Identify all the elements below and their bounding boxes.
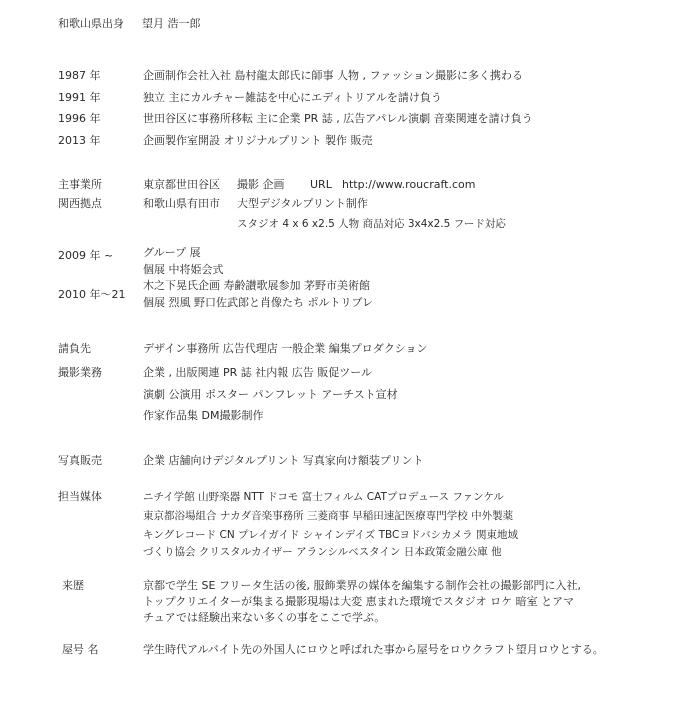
website-link[interactable]: http://www.roucraft.com xyxy=(342,178,476,191)
exhibition-year: 2010 年～21 xyxy=(58,288,126,301)
kansai-label: 関西拠点 xyxy=(58,197,102,210)
background-line: チュアでは経験出来ない多くの事をここで学ぶ。 xyxy=(143,611,386,624)
history-year: 1996 年 xyxy=(58,112,101,125)
services-line: 作家作品集 DM撮影制作 xyxy=(143,409,264,422)
background-line: トップクリエイターが集まる撮影現場は大変 恵まれた環境でスタジオ ロケ 暗室 とアマ xyxy=(143,595,575,608)
exhibition-text: グループ 展 xyxy=(143,246,201,259)
url-label: URL xyxy=(310,178,332,191)
main-office-detail: 撮影 企画 xyxy=(237,178,285,191)
trade-name-text: 学生時代アルバイト先の外国人にロウと呼ばれた事から屋号をロウクラフト望月ロウとする。 xyxy=(143,643,604,656)
media-line: 東京都浴場組合 ナカダ音楽事務所 三菱商事 早稲田速記医療専門学校 中外製薬 xyxy=(143,510,514,522)
media-line: ニチイ学館 山野楽器 NTT ドコモ 富士フィルム CATプロデュース ファンケル xyxy=(143,491,504,503)
exhibition-year: 2009 年 ~ xyxy=(58,249,114,262)
kansai-detail: 大型デジタルプリント制作 xyxy=(237,197,368,210)
services-line: 演劇 公演用 ポスター パンフレット アーチスト宣材 xyxy=(143,388,398,401)
clients-text: デザイン事務所 広告代理店 一般企業 編集プロダクション xyxy=(143,342,428,355)
media-line: づくり協会 クリスタルカイザー アランシルベスタイン 日本政策金融公庫 他 xyxy=(143,546,502,558)
exhibition-text: 木之下晃氏企画 寿齢讃歌展参加 茅野市美術館 xyxy=(143,279,370,292)
kansai-studio-detail: スタジオ 4 x 6 x2.5 人物 商品対応 3x4x2.5 フード対応 xyxy=(237,218,506,230)
history-text: 企画製作室開設 オリジナルプリント 製作 販売 xyxy=(143,134,373,147)
origin-text: 和歌山県出身 xyxy=(58,17,124,30)
media-line: キングレコード CN プレイガイド シャインデイズ TBCヨドバシカメラ 関東地域 xyxy=(143,529,518,541)
background-label: 来歴 xyxy=(62,579,84,592)
history-year: 1987 年 xyxy=(58,69,101,82)
services-line: 企業 , 出版関連 PR 誌 社内報 広告 販促ツール xyxy=(143,366,373,379)
main-office-label: 主事業所 xyxy=(58,178,102,191)
author-name: 望月 浩一郎 xyxy=(142,17,201,30)
clients-label: 請負先 xyxy=(58,342,91,355)
kansai-place: 和歌山県有田市 xyxy=(143,197,220,210)
media-label: 担当媒体 xyxy=(58,490,102,503)
main-office-place: 東京都世田谷区 xyxy=(143,178,220,191)
history-year: 2013 年 xyxy=(58,134,101,147)
history-text: 世田谷区に事務所移転 主に企業 PR 誌 , 広告アパレル演劇 音楽関連を請け負う xyxy=(143,112,533,125)
photo-sales-label: 写真販売 xyxy=(58,454,102,467)
exhibition-text: 個展 烈風 野口佐武郎と肖像たち ポルトリブレ xyxy=(143,296,374,309)
history-text: 独立 主にカルチャー雑誌を中心にエディトリアルを請け負う xyxy=(143,91,442,104)
services-label: 撮影業務 xyxy=(58,366,102,379)
trade-name-label: 屋号 名 xyxy=(62,643,99,656)
history-year: 1991 年 xyxy=(58,91,101,104)
photo-sales-text: 企業 店舗向けデジタルプリント 写真家向け額装プリント xyxy=(143,454,424,467)
background-line: 京都で学生 SE フリータ生活の後, 服飾業界の媒体を編集する制作会社の撮影部門に入社, xyxy=(143,579,581,592)
exhibition-text: 個展 中将姫会式 xyxy=(143,263,224,276)
history-text: 企画制作会社入社 島村龍太郎氏に師事 人物 , ファッション撮影に多く携わる xyxy=(143,69,524,82)
